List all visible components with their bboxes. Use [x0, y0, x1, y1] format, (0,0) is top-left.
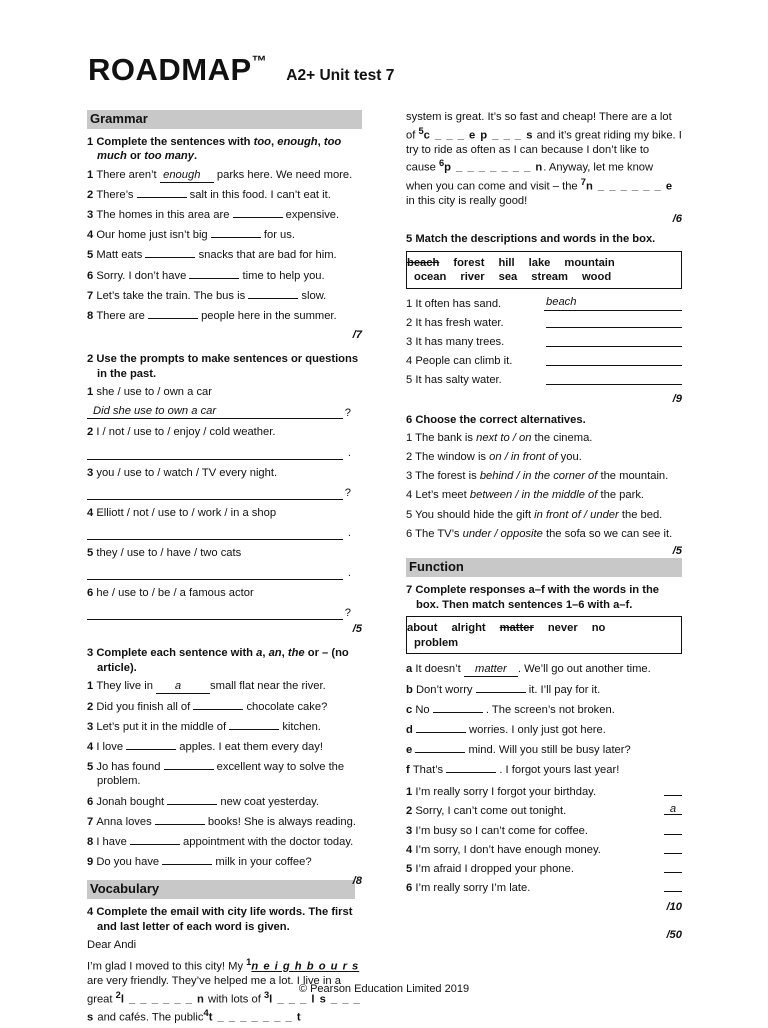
item-number: 5 — [87, 760, 97, 773]
exercise-2-title: 2 Use the prompts to make sentences or questions in the past. — [87, 353, 359, 380]
answer-blank[interactable] — [137, 187, 187, 198]
exercise-1-score: /7 — [352, 328, 362, 341]
sentence-body: I’m afraid I dropped your phone. — [415, 862, 574, 875]
item-number: 3 — [87, 209, 97, 222]
prompt-line — [87, 385, 362, 400]
description-text: 5 It has salty water. — [406, 374, 502, 387]
answer-blank[interactable] — [433, 702, 483, 713]
item-text-before: There’s — [96, 189, 137, 202]
item-text-after: the bed. — [618, 508, 663, 521]
sentence-body: I’m busy so I can’t come for coffee. — [415, 824, 588, 837]
item-number: 7 — [87, 289, 97, 302]
item-text-after: new coat yesterday. — [217, 795, 320, 808]
section-heading-vocabulary: Vocabulary — [87, 880, 355, 899]
item-text-before: I have — [96, 835, 130, 848]
alternative-item — [406, 488, 682, 503]
item-text-after: people here in the summer. — [197, 309, 337, 322]
item-number: 3 — [406, 470, 416, 483]
email-word-5[interactable]: c _ _ _ e p _ _ _ s — [423, 129, 534, 142]
item-text-after: snacks that are bad for him. — [195, 249, 337, 262]
exercise-7-title: 7 Complete responses a–f with the words in the box. Then match sentences 1–6 with a–f. — [406, 584, 660, 611]
prompt-text: Elliott / not / use to / work / in a shop — [96, 506, 277, 519]
item-number: 9 — [87, 855, 97, 868]
match-answer-blank[interactable] — [664, 881, 682, 892]
item-number: 5 — [406, 508, 416, 521]
alternative-item — [406, 469, 682, 484]
ex3-item — [87, 719, 362, 735]
item-text-after: books! She is always reading. — [204, 815, 356, 828]
total-score: /50 — [666, 929, 682, 942]
alternatives-choice[interactable]: under / opposite — [462, 527, 543, 540]
item-text-after: excellent way to solve the problem. — [97, 760, 345, 788]
match-answer-blank[interactable] — [664, 862, 682, 873]
prompt-text: you / use to / watch / TV every night. — [96, 466, 278, 479]
exercise-7-responses — [406, 662, 682, 777]
exercise-5-score: /9 — [672, 393, 682, 406]
response-letter: a — [406, 663, 416, 676]
answer-blank[interactable] — [164, 759, 214, 770]
item-text-before: The forest is — [415, 470, 480, 483]
item-text-before: The window is — [415, 451, 490, 464]
sentence-body: I’m really sorry I forgot your birthday. — [415, 786, 597, 799]
match-row — [406, 297, 682, 312]
exercise-1-items — [87, 168, 362, 323]
response-letter: b — [406, 683, 416, 696]
box-word: forest — [453, 256, 485, 269]
page-header — [88, 50, 394, 90]
alternatives-choice[interactable]: behind / in the corner of — [479, 470, 598, 483]
box-word: hill — [498, 256, 515, 269]
answer-blank[interactable] — [189, 268, 239, 279]
item-number: 3 — [87, 720, 97, 733]
item-text-after: . The screen’s not broken. — [482, 703, 615, 716]
ex1-item — [87, 187, 362, 203]
sentence-text — [406, 785, 596, 800]
match-row — [406, 316, 682, 331]
answer-line[interactable] — [87, 485, 351, 500]
item-text-before: Anna loves — [96, 815, 155, 828]
answer-blank[interactable] — [211, 227, 261, 238]
test-subtitle: A2+ Unit test 7 — [286, 67, 395, 84]
line-end-punctuation: ? — [344, 487, 351, 500]
ex1-item — [87, 308, 362, 324]
item-number: 4 — [87, 740, 97, 753]
item-text-before: Jonah bought — [96, 795, 168, 808]
ex1-item — [87, 168, 362, 183]
ex3-item — [87, 739, 362, 755]
answer-blank[interactable] — [446, 762, 496, 773]
answer-blank[interactable] — [546, 335, 682, 347]
prompt-text: he / use to / be / a famous actor — [96, 586, 254, 599]
item-text-after: worries. I only just got here. — [465, 723, 606, 736]
item-text-after: the sofa so we can see it. — [542, 527, 673, 540]
line-end-punctuation: . — [347, 446, 351, 459]
item-text-after: expensive. — [282, 209, 340, 222]
box-word: no — [591, 622, 606, 635]
prompt-text: she / use to / own a car — [96, 386, 213, 399]
item-text-before: Jo has found — [96, 760, 164, 773]
item-text-after: the cinema. — [531, 432, 593, 445]
item-number: 1 — [406, 786, 416, 799]
item-number: 2 — [87, 700, 97, 713]
box-word: river — [460, 271, 485, 284]
sentence-row — [406, 862, 682, 877]
line-end-punctuation: . — [347, 527, 351, 540]
line-end-punctuation: ? — [344, 607, 351, 620]
exercise-4-title: 4 Complete the email with city life words. The first and last letter of each word is given. — [87, 906, 353, 933]
left-column — [87, 110, 362, 1028]
exercise-4-score: /6 — [672, 212, 682, 225]
item-number: 4 — [87, 229, 97, 242]
exercise-2-items — [87, 385, 362, 619]
item-text-after: kitchen. — [279, 720, 321, 733]
description-text: 4 People can climb it. — [406, 355, 513, 368]
answer-blank[interactable] — [546, 354, 682, 366]
email-word-7[interactable]: n _ _ _ _ _ _ e — [585, 180, 674, 193]
answer-text: Did she use to own a car — [93, 404, 217, 417]
item-number: 5 — [406, 862, 416, 875]
prompt-line — [87, 425, 362, 440]
answer-line[interactable] — [87, 605, 351, 620]
item-text-before: Did you finish all of — [96, 700, 194, 713]
email-greeting: Dear Andi — [87, 939, 137, 952]
description-text: 2 It has fresh water. — [406, 316, 504, 329]
item-number: 2 — [406, 451, 416, 464]
item-text-after: parks here. We need more. — [213, 169, 353, 182]
item-number: 5 — [87, 249, 97, 262]
item-number: 7 — [87, 815, 97, 828]
box-word: about — [407, 622, 438, 635]
item-text-before: The bank is — [415, 432, 477, 445]
item-text-after: milk in your coffee? — [212, 855, 312, 868]
box-word: never — [547, 622, 578, 635]
exercise-6-items — [406, 431, 682, 541]
answer-blank[interactable] — [248, 288, 298, 299]
ex3-item — [87, 794, 362, 810]
sentence-body: I’m sorry, I don’t have enough money. — [415, 843, 601, 856]
item-number: 2 — [87, 189, 97, 202]
exercise-7-score: /10 — [666, 900, 682, 913]
match-answer-blank[interactable] — [664, 785, 682, 796]
prompt-line — [87, 546, 362, 561]
email-word-4[interactable]: t _ _ _ _ _ _ _ t — [208, 1011, 302, 1024]
response-item — [406, 742, 682, 758]
alternative-item — [406, 508, 682, 523]
sentence-body: I’m really sorry I’m late. — [415, 881, 531, 894]
answer-blank[interactable]: enough — [160, 170, 214, 183]
ex1-item — [87, 268, 362, 284]
exercise-1-title: 1 Complete the sentences with too, enough, too much or too many. — [87, 135, 342, 163]
item-text-before: You should hide the gift — [415, 508, 535, 521]
item-number: 3 — [87, 466, 97, 479]
description-text: 1 It often has sand. — [406, 297, 502, 310]
item-text-after: the mountain. — [597, 470, 669, 483]
answer-blank[interactable] — [546, 316, 682, 328]
box-word: wood — [581, 271, 612, 284]
prompt-text: I / not / use to / enjoy / cold weather. — [96, 426, 276, 439]
sentence-text — [406, 862, 574, 877]
sentence-row — [406, 785, 682, 800]
sentence-row — [406, 881, 682, 896]
ex3-item — [87, 679, 362, 694]
alternatives-choice[interactable]: between / in the middle of — [469, 489, 598, 502]
response-letter: f — [406, 763, 413, 776]
item-number: 6 — [87, 586, 97, 599]
alternative-item — [406, 431, 682, 446]
response-letter: d — [406, 723, 416, 736]
word-box-function — [406, 616, 682, 654]
section-heading-function: Function — [406, 558, 682, 577]
answer-blank[interactable]: beach — [544, 297, 682, 312]
prompt-line — [87, 466, 362, 481]
response-letter: c — [406, 703, 416, 716]
match-answer-blank[interactable]: a — [664, 804, 682, 815]
ex3-item — [87, 759, 362, 789]
alternative-item — [406, 450, 682, 465]
exercise-3-items — [87, 679, 362, 869]
ex1-item — [87, 288, 362, 304]
box-word: matter — [499, 622, 534, 635]
item-text-after: you. — [557, 451, 582, 464]
brand-title: ROADMAP™ — [88, 52, 268, 87]
alternative-item — [406, 527, 682, 542]
ex3-item — [87, 699, 362, 715]
item-text-before: Let’s put it in the middle of — [96, 720, 230, 733]
answer-blank[interactable] — [476, 682, 526, 693]
item-text-before: No — [415, 703, 433, 716]
answer-blank[interactable] — [415, 742, 465, 753]
item-number: 1 — [406, 432, 416, 445]
match-answer-blank[interactable] — [664, 843, 682, 854]
sentence-text — [406, 843, 601, 858]
item-text-after: . I forgot yours last year! — [496, 763, 620, 776]
item-number: 6 — [87, 269, 97, 282]
exercise-3-score: /8 — [352, 874, 362, 887]
email-word-1[interactable]: n e i g h b o u r s — [251, 960, 360, 973]
box-word: lake — [528, 256, 551, 269]
box-word: beach — [407, 256, 440, 269]
exercise-3-title: 3 Complete each sentence with a, an, the or – (no article). — [87, 647, 349, 674]
item-text-before: The homes in this area are — [96, 209, 233, 222]
answer-blank[interactable]: matter — [464, 664, 518, 677]
answer-blank[interactable] — [148, 308, 198, 319]
box-word: alright — [451, 622, 486, 635]
answer-blank[interactable]: a — [156, 681, 210, 694]
sentence-text — [406, 881, 530, 896]
match-row — [406, 373, 682, 388]
item-number: 4 — [87, 506, 97, 519]
alternatives-choice[interactable]: on / in front of — [489, 451, 558, 464]
sentence-row — [406, 824, 682, 839]
item-text-before: Don’t worry — [415, 683, 476, 696]
prompt-text: they / use to / have / two cats — [96, 546, 242, 559]
response-letter: e — [406, 743, 416, 756]
item-text-after: time to help you. — [239, 269, 325, 282]
item-number: 6 — [87, 795, 97, 808]
item-number: 8 — [87, 309, 97, 322]
right-column — [406, 110, 682, 949]
email-word-2[interactable]: l _ _ _ _ _ _ n — [120, 993, 205, 1006]
sentence-row — [406, 843, 682, 858]
email-word-6[interactable]: p _ _ _ _ _ _ _ n — [444, 162, 544, 175]
item-number: 8 — [87, 835, 97, 848]
answer-blank[interactable] — [546, 373, 682, 385]
item-text-before: The TV’s — [415, 527, 463, 540]
email-word-3[interactable]: l _ _ _ l s _ _ _ s — [87, 993, 361, 1024]
answer-blank[interactable] — [167, 794, 217, 805]
item-number: 4 — [406, 843, 416, 856]
box-word: mountain — [564, 256, 615, 269]
answer-blank[interactable] — [126, 739, 176, 750]
line-end-punctuation: ? — [344, 406, 351, 419]
sentence-text — [406, 804, 566, 819]
item-text-before: I love — [96, 740, 127, 753]
sentence-text — [406, 824, 588, 839]
item-number: 5 — [87, 546, 97, 559]
ex3-item — [87, 814, 362, 830]
prompt-line — [87, 586, 362, 601]
word-box-places — [406, 251, 682, 289]
item-text-before: Let’s meet — [415, 489, 470, 502]
answer-line[interactable] — [87, 404, 351, 419]
exercise-5-title: 5 Match the descriptions and words in the box. — [406, 233, 656, 246]
sentence-row — [406, 804, 682, 819]
item-text-before: There aren’t — [96, 169, 160, 182]
answer-blank[interactable] — [193, 699, 243, 710]
match-answer-blank[interactable] — [664, 824, 682, 835]
ex3-item — [87, 854, 362, 870]
item-text-before: Let’s take the train. The bus is — [96, 289, 249, 302]
alternatives-choice[interactable]: next to / on — [476, 432, 532, 445]
match-row — [406, 335, 682, 350]
item-text-before: It doesn’t — [415, 663, 464, 676]
ex1-item — [87, 207, 362, 223]
item-text-after: chocolate cake? — [243, 700, 328, 713]
item-number: 2 — [87, 426, 97, 439]
answer-blank[interactable] — [229, 719, 279, 730]
item-text-before: They live in — [96, 680, 157, 693]
sentence-body: Sorry, I can’t come out tonight. — [415, 805, 567, 818]
box-word: problem — [414, 636, 459, 649]
item-text-before: Our home just isn’t big — [96, 229, 211, 242]
answer-blank[interactable] — [145, 247, 195, 258]
ex1-item — [87, 227, 362, 243]
copyright-footer: © Pearson Education Limited 2019 — [298, 983, 470, 995]
item-text-after: it. I’ll pay for it. — [525, 683, 601, 696]
match-row — [406, 354, 682, 369]
item-text-after: slow. — [298, 289, 327, 302]
item-text-before: Sorry. I don’t have — [96, 269, 190, 282]
alternatives-choice[interactable]: in front of / under — [534, 508, 619, 521]
response-item — [406, 762, 682, 778]
exercise-5-items — [406, 297, 682, 388]
box-word: stream — [531, 271, 568, 284]
item-number: 6 — [406, 881, 416, 894]
ex1-item — [87, 247, 362, 263]
item-text-after: for us. — [260, 229, 295, 242]
item-text-after: apples. I eat them every day! — [176, 740, 323, 753]
response-item — [406, 702, 682, 718]
item-text-before: Matt eats — [96, 249, 146, 262]
item-number: 2 — [406, 805, 416, 818]
answer-blank[interactable] — [416, 722, 466, 733]
response-item — [406, 682, 682, 698]
email-body-part2: system is great. It’s so fast and cheap! There are a lot of $^5$c _ _ _ e p _ _ _ s and it’s great riding my bike. I try to ride as often as I can because I don’t like to cause $^6$p _ _ _ _ _ _ _ n. Anyway, let me know when you can come and visit – the $^7$n _ _ _ _ _ _ e in this city is really good! — [406, 111, 682, 208]
description-text: 3 It has many trees. — [406, 335, 505, 348]
exercise-7-sentences — [406, 785, 682, 895]
prompt-line — [87, 506, 362, 521]
box-word: sea — [498, 271, 518, 284]
answer-blank[interactable] — [233, 207, 283, 218]
item-number: 6 — [406, 527, 416, 540]
item-text-after: mind. Will you still be busy later? — [465, 743, 631, 756]
answer-line[interactable] — [87, 445, 351, 460]
item-text-before: Do you have — [96, 855, 163, 868]
line-end-punctuation: . — [347, 567, 351, 580]
item-number: 3 — [406, 824, 416, 837]
item-text-after: . We’ll go out another time. — [517, 663, 651, 676]
response-item — [406, 662, 682, 677]
exercise-6-title: 6 Choose the correct alternatives. — [406, 413, 586, 426]
answer-blank[interactable] — [155, 814, 205, 825]
item-text-after: salt in this food. I can’t eat it. — [186, 189, 331, 202]
item-number: 4 — [406, 489, 416, 502]
answer-line[interactable] — [87, 565, 351, 580]
answer-blank[interactable] — [130, 834, 180, 845]
item-number: 1 — [87, 680, 97, 693]
answer-blank[interactable] — [162, 854, 212, 865]
item-text-after: the park. — [597, 489, 645, 502]
item-number: 1 — [87, 169, 97, 182]
section-heading-grammar: Grammar — [87, 110, 362, 129]
item-text-after: appointment with the doctor today. — [179, 835, 354, 848]
item-number: 1 — [87, 386, 97, 399]
ex3-item — [87, 834, 362, 850]
exercise-2-score: /5 — [352, 622, 362, 635]
email-body-part1: I’m glad I moved to this city! My $^1$n e i g h b o u r s are very friendly. They’ve helped me a lot. I live in a great $^2$l _ _ _ _ _ _ n with lots of $^3$l _ _ _ l s _ _ _ s and cafés. The public$^4$t _ _ _ _ _ _ _ t — [87, 956, 361, 1024]
item-text-before: There are — [96, 309, 148, 322]
item-text-after: small flat near the river. — [210, 680, 326, 693]
exercise-6-score: /5 — [672, 544, 682, 557]
box-word: ocean — [414, 271, 447, 284]
item-text-before: That’s — [412, 763, 447, 776]
response-item — [406, 722, 682, 738]
answer-line[interactable] — [87, 525, 351, 540]
